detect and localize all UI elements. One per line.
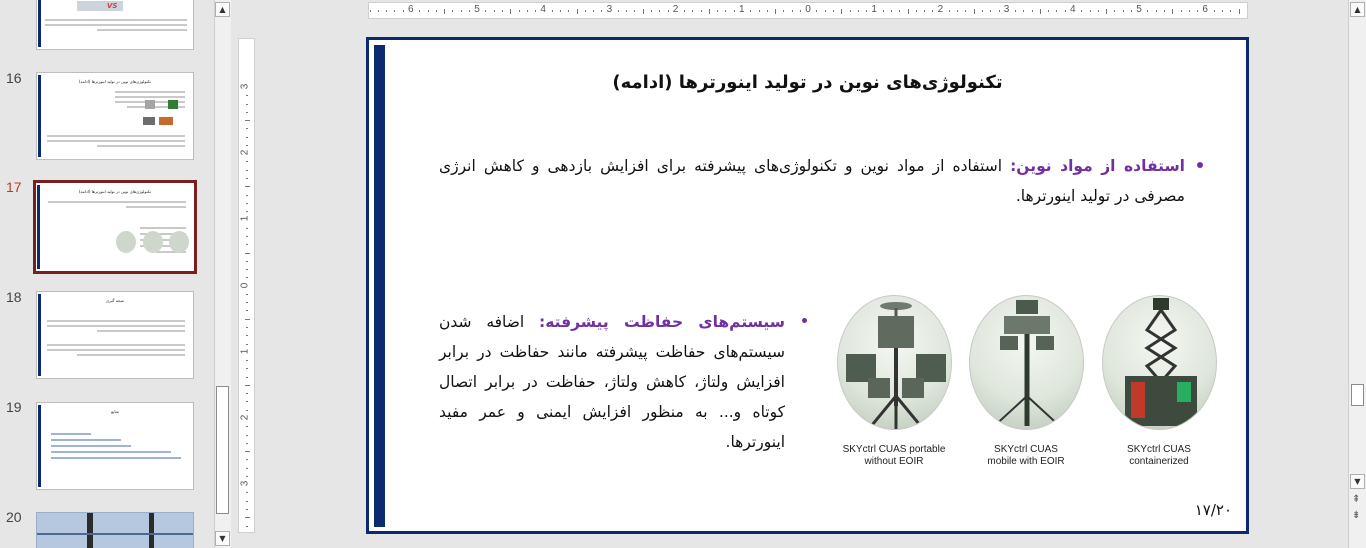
ruler-tick (833, 10, 834, 12)
ruler-tick (519, 10, 520, 12)
ruler-number: 2 (937, 4, 944, 15)
bullet-2-lead: سیستم‌های حفاظت پیشرفته: (539, 313, 785, 331)
thumbnail-number: 19 (6, 399, 22, 415)
slide-thumbnail-15[interactable] (36, 0, 194, 50)
ruler-tick (1032, 10, 1033, 12)
ruler-tick (1114, 10, 1115, 12)
thumb-text-line (47, 349, 185, 351)
ruler-number: 3 (239, 83, 251, 90)
thumb-text-line (126, 206, 186, 208)
ruler-tick (246, 203, 248, 204)
thumb-image (169, 231, 189, 253)
chevron-down-icon[interactable]: ▼ (215, 531, 230, 546)
thumb-text-line (47, 344, 185, 346)
caption-line: SKYctrl CUAS portable (842, 444, 946, 455)
container-mast-icon (1103, 296, 1217, 430)
chevron-down-icon[interactable]: ▼ (1350, 474, 1365, 489)
ruler-tick (692, 10, 693, 12)
ruler-number: 5 (1136, 4, 1142, 15)
ruler-tick (1189, 10, 1190, 12)
ruler-tick (841, 9, 842, 14)
image-cuas-portable[interactable] (834, 295, 954, 468)
ruler-tick (246, 128, 248, 129)
ruler-tick (246, 335, 248, 336)
thumb-title: تکنولوژی‌های نوین در تولید اینورترها (ادامه) (78, 79, 151, 84)
ruler-tick (245, 186, 250, 187)
ruler-tick (245, 385, 250, 386)
ruler-tick (825, 10, 826, 12)
ruler-tick (924, 10, 925, 12)
thumb-image (116, 231, 136, 253)
ruler-tick (1065, 10, 1066, 12)
thumb-title: نتیجه گیری (106, 298, 124, 303)
caption-line: SKYctrl CUAS (1127, 444, 1191, 455)
thumb-image (159, 117, 173, 125)
ruler-tick (949, 10, 950, 12)
slide-title[interactable]: تکنولوژی‌های نوین در تولید اینورترها (ادامه) (612, 72, 1003, 93)
ruler-tick (246, 426, 248, 427)
ruler-tick (1090, 10, 1091, 12)
ruler-tick (370, 10, 371, 12)
ruler-tick (957, 10, 958, 12)
ruler-tick (750, 10, 751, 12)
ruler-tick (1023, 10, 1024, 12)
chevron-up-icon[interactable]: ▲ (1350, 2, 1365, 17)
thumb-text-line (47, 325, 185, 327)
ruler-tick (246, 435, 248, 436)
ruler-tick (643, 9, 644, 14)
thumbnail-number: 20 (6, 509, 22, 525)
thumb-text-line (51, 433, 91, 435)
ruler-tick (246, 178, 248, 179)
ruler-tick (246, 269, 248, 270)
ruler-tick (246, 443, 248, 444)
ruler-tick (246, 137, 248, 138)
thumb-image (168, 100, 178, 109)
ruler-tick (783, 10, 784, 12)
ruler-tick (899, 10, 900, 12)
ruler-tick (245, 253, 250, 254)
ruler-tick (246, 501, 248, 502)
thumb-text-line (45, 24, 187, 26)
ruler-number: 6 (1202, 4, 1208, 15)
horizontal-ruler (368, 2, 1248, 19)
ruler-number: 1 (871, 4, 877, 15)
ruler-tick (634, 10, 635, 12)
ruler-tick (510, 9, 511, 14)
slide-page-number: ۱۷/۲۰ (1194, 501, 1232, 519)
thumb-text-line (97, 145, 185, 147)
prev-slide-icon[interactable]: ⇞ (1352, 494, 1361, 505)
ruler-tick (717, 10, 718, 12)
ruler-tick (246, 344, 248, 345)
ruler-tick (246, 244, 248, 245)
thumbnail-number: 18 (6, 289, 22, 305)
ruler-tick (444, 9, 445, 14)
ruler-tick (246, 112, 248, 113)
ruler-number: 1 (239, 348, 251, 355)
thumb-text-line (115, 91, 185, 93)
ruler-tick (494, 10, 495, 12)
thumb-image (143, 117, 155, 125)
image-caption (834, 444, 954, 468)
ruler-tick (246, 261, 248, 262)
caption-line: containerized (1129, 456, 1189, 467)
thumb-accent-bar (38, 405, 41, 487)
ruler-tick (626, 10, 627, 12)
ruler-tick (245, 120, 250, 121)
ruler-tick (593, 10, 594, 12)
image-caption (966, 444, 1086, 468)
thumb-image (145, 100, 155, 109)
ruler-tick (485, 10, 486, 12)
ruler-number: 3 (1003, 4, 1010, 15)
ruler-tick (246, 327, 248, 328)
next-slide-icon[interactable]: ⇟ (1352, 510, 1361, 521)
bullet-dot (802, 318, 807, 323)
ruler-number: 4 (1070, 4, 1076, 15)
ruler-tick (1239, 9, 1240, 14)
ruler-tick (792, 10, 793, 12)
ruler-tick (469, 10, 470, 12)
ruler-tick (246, 393, 248, 394)
drone-system-photo (837, 295, 952, 430)
ruler-tick (246, 377, 248, 378)
ruler-tick (1222, 10, 1223, 12)
ruler-tick (452, 10, 453, 12)
ruler-tick (577, 9, 578, 14)
ruler-tick (1147, 10, 1148, 12)
ruler-tick (246, 145, 248, 146)
ruler-tick (246, 401, 248, 402)
slide-canvas[interactable] (366, 37, 1249, 534)
ruler-tick (246, 228, 248, 229)
thumb-text-line (51, 451, 171, 453)
ruler-tick (245, 451, 250, 452)
ruler-tick (378, 10, 379, 12)
thumb-accent-bar (38, 294, 41, 376)
caption-line: mobile with EOIR (987, 456, 1065, 467)
ruler-tick (246, 476, 248, 477)
thumb-text-line (51, 439, 121, 441)
ruler-tick (816, 10, 817, 12)
ruler-tick (585, 10, 586, 12)
ruler-number: 6 (408, 4, 414, 15)
image-cuas-mobile[interactable] (966, 295, 1086, 468)
slide-thumbnail-17[interactable] (33, 180, 197, 274)
slide-scrollbar[interactable] (1348, 0, 1366, 548)
ruler-tick (1214, 10, 1215, 12)
ruler-tick (246, 277, 248, 278)
slide-thumbnail-20[interactable] (36, 512, 194, 548)
ruler-tick (527, 10, 528, 12)
ruler-tick (659, 10, 660, 12)
image-cuas-containerized[interactable] (1099, 295, 1219, 468)
ruler-tick (1164, 10, 1165, 12)
ruler-tick (734, 10, 735, 12)
thumb-accent-bar (38, 75, 41, 157)
slide-accent-bar (374, 45, 385, 527)
ruler-tick (1015, 10, 1016, 12)
thumb-text-line (97, 330, 185, 332)
ruler-tick (999, 10, 1000, 12)
ruler-tick (1172, 9, 1173, 14)
drone-system-photo (1102, 295, 1217, 430)
ruler-tick (461, 10, 462, 12)
ruler-tick (982, 10, 983, 12)
vertical-ruler (238, 38, 255, 533)
ruler-tick (1106, 9, 1107, 14)
ruler-tick (891, 10, 892, 12)
ruler-tick (428, 10, 429, 12)
ruler-tick (245, 319, 250, 320)
thumbnail-number: 17 (6, 179, 22, 195)
ruler-tick (759, 10, 760, 12)
ruler-tick (1181, 10, 1182, 12)
ruler-tick (246, 161, 248, 162)
ruler-tick (1048, 10, 1049, 12)
thumb-text-line (48, 201, 186, 203)
ruler-tick (618, 10, 619, 12)
thumbnail-scrollbar[interactable] (214, 0, 231, 548)
ruler-tick (858, 10, 859, 12)
thumb-text-line (115, 96, 185, 98)
ruler-tick (419, 10, 420, 12)
ruler-tick (246, 360, 248, 361)
ruler-tick (246, 468, 248, 469)
thumb-text-line (47, 320, 185, 322)
slide-thumbnail-18[interactable] (36, 291, 194, 379)
bullet-2-text[interactable] (439, 307, 785, 457)
slide-thumbnail-16[interactable] (36, 72, 194, 160)
thumb-text-line (97, 29, 187, 31)
ruler-number: 3 (239, 480, 251, 487)
ruler-tick (246, 104, 248, 105)
thumb-image (87, 513, 93, 548)
ruler-tick (709, 9, 710, 14)
ruler-tick (908, 9, 909, 14)
ruler-tick (1156, 10, 1157, 12)
ruler-tick (800, 10, 801, 12)
ruler-number: 0 (239, 282, 251, 288)
ruler-number: 2 (239, 149, 251, 156)
ruler-tick (246, 526, 248, 527)
ruler-tick (535, 10, 536, 12)
ruler-tick (990, 10, 991, 12)
ruler-tick (246, 492, 248, 493)
slide-thumbnail-19[interactable] (36, 402, 194, 490)
ruler-tick (1123, 10, 1124, 12)
bullet-dot (1197, 162, 1203, 168)
ruler-tick (246, 294, 248, 295)
ruler-tick (668, 10, 669, 12)
bullet-1-lead: استفاده از مواد نوین: (1010, 157, 1185, 175)
ruler-tick (1081, 10, 1082, 12)
ruler-tick (436, 10, 437, 12)
thumb-title: منابع (111, 409, 119, 414)
drone-system-photo (969, 295, 1084, 430)
slide-thumbnail-pane (0, 0, 212, 548)
thumb-text-line (51, 457, 181, 459)
caption-line: without EOIR (864, 456, 924, 467)
ruler-tick (246, 236, 248, 237)
ruler-tick (883, 10, 884, 12)
ruler-tick (1056, 10, 1057, 12)
bullet-1-text[interactable] (439, 151, 1185, 211)
ruler-tick (1040, 9, 1041, 14)
ruler-tick (246, 509, 248, 510)
ruler-tick (246, 410, 248, 411)
ruler-tick (502, 10, 503, 12)
ruler-tick (916, 10, 917, 12)
ruler-tick (246, 310, 248, 311)
thumb-text-line (47, 135, 185, 137)
bullet-2-body: اضافه شدن سیستم‌های حفاظت پیشرفته مانند حفاظت در برابر افزایش ولتاژ، کاهش ولتاژ، حفاظت در برابر اتصال کوتاه و... به منظور افزایش ایمنی و عمر مفید اینورترها. (439, 313, 785, 451)
thumb-text-line (140, 227, 186, 229)
ruler-tick (1131, 10, 1132, 12)
ruler-tick (386, 10, 387, 12)
ruler-tick (246, 195, 248, 196)
thumb-text-line (51, 445, 131, 447)
ruler-tick (932, 10, 933, 12)
thumb-text-line (47, 140, 185, 142)
ruler-tick (974, 9, 975, 14)
thumb-image (143, 231, 163, 253)
ruler-tick (866, 10, 867, 12)
ruler-tick (246, 170, 248, 171)
ruler-tick (394, 10, 395, 12)
ruler-number: 4 (540, 4, 546, 15)
tripod-antenna-icon (838, 296, 952, 430)
ruler-tick (246, 368, 248, 369)
ruler-tick (965, 10, 966, 12)
ruler-tick (1230, 10, 1231, 12)
ruler-number: 5 (474, 4, 480, 15)
thumb-text-line (77, 354, 185, 356)
thumb-vs-label: VS (107, 2, 118, 10)
ruler-tick (245, 517, 250, 518)
thumb-title: تکنولوژی‌های نوین در تولید اینورترها (ادامه) (78, 189, 151, 194)
ruler-tick (1197, 10, 1198, 12)
ruler-tick (601, 10, 602, 12)
thumbnail-number: 16 (6, 70, 22, 86)
thumb-accent-bar (38, 0, 41, 47)
ruler-tick (1247, 10, 1248, 12)
ruler-number: 0 (805, 4, 811, 15)
ruler-tick (775, 9, 776, 14)
mast-sensor-icon (970, 296, 1084, 430)
ruler-number: 2 (239, 414, 251, 421)
ruler-tick (552, 10, 553, 12)
bullet-1-body: استفاده از مواد نوین و تکنولوژی‌های پیشرفته برای افزایش بازدهی و کاهش انرژی مصرفی در تولید اینورترها. (439, 157, 1185, 205)
ruler-tick (568, 10, 569, 12)
image-caption (1099, 444, 1219, 468)
ruler-number: 1 (239, 216, 251, 222)
ruler-tick (246, 459, 248, 460)
ruler-tick (1098, 10, 1099, 12)
caption-line: SKYctrl CUAS (994, 444, 1058, 455)
ruler-tick (701, 10, 702, 12)
ruler-tick (246, 211, 248, 212)
ruler-tick (246, 95, 248, 96)
ruler-tick (651, 10, 652, 12)
ruler-tick (560, 10, 561, 12)
ruler-tick (246, 302, 248, 303)
ruler-tick (725, 10, 726, 12)
ruler-number: 1 (739, 4, 745, 15)
thumb-image (149, 513, 154, 548)
thumb-text-line (45, 19, 187, 21)
thumb-image (37, 533, 194, 535)
chevron-up-icon[interactable]: ▲ (215, 2, 230, 17)
scrollbar-thumb[interactable] (216, 386, 229, 514)
ruler-number: 2 (672, 4, 679, 15)
ruler-tick (767, 10, 768, 12)
ruler-tick (684, 10, 685, 12)
ruler-tick (850, 10, 851, 12)
thumb-accent-bar (37, 185, 40, 269)
ruler-tick (403, 10, 404, 12)
scrollbar-thumb[interactable] (1351, 384, 1364, 406)
ruler-number: 3 (606, 4, 613, 15)
